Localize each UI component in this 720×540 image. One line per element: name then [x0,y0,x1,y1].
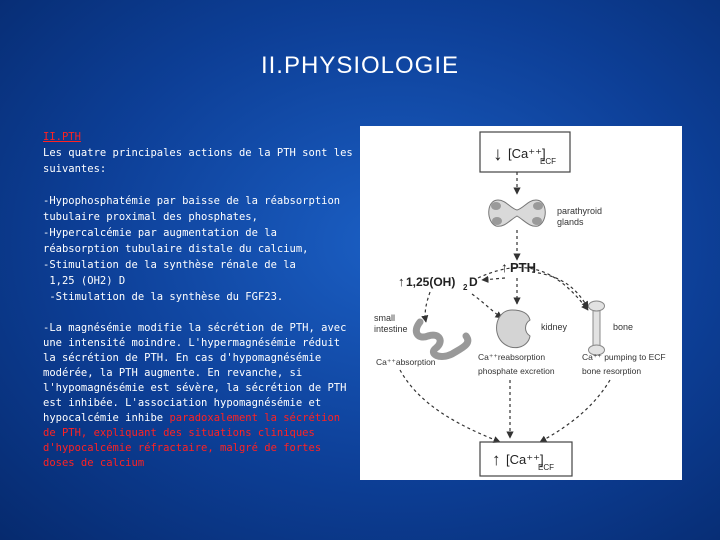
parathyroid-glands-illustration [489,200,546,226]
action-3: -Stimulation de la synthèse rénale de la [43,259,296,271]
top-ca-subscript: ECF [540,157,556,166]
bone-illustration [589,301,605,355]
arrow-vitamin-d-to-kidney [472,294,502,318]
arrow-pth-to-vitamin-d [482,278,505,280]
ca-absorption-label: Ca⁺⁺absorption [376,357,436,367]
arrow-pth-to-bone [532,272,588,308]
section-heading: II.PTH [43,131,81,143]
diagram-svg [360,126,682,480]
vitamin-d-arrow: ↑ [398,274,405,289]
magnesium-paragraph [43,321,355,471]
small-intestine-illustration [416,322,468,356]
parathyroid-label-line1: parathyroid [557,206,603,216]
bottom-ca-label: [Ca⁺⁺] [506,452,544,467]
arrow-bone-to-ca [540,380,610,442]
action-2: -Hypercalcémie par augmentation de la réabsorption tubulaire distale du calcium, [43,227,309,255]
pth-label: PTH [510,260,536,275]
magnesium-text-highlight: paradoxalement la sécrétion de PTH, expliquant des situations cliniques d'hypocalcémie réfractaire, malgré de fortes doses de calcium [43,412,347,469]
ca-pumping-label: Ca⁺⁺ pumping to ECF [582,352,666,362]
top-ca-arrow: ↓ [493,144,503,165]
arrow-vitamin-d-to-intestine [425,292,430,322]
spacer [43,177,355,193]
pth-arrow: ↑ [501,259,508,275]
bone-resorption-label: bone resorption [582,366,642,376]
parathyroid-label-line2: glands [557,217,584,227]
action-4: -Stimulation de la synthèse du FGF23. [43,291,284,303]
action-1: -Hypophosphatémie par baisse de la réabsorption tubulaire proximal des phosphates, [43,195,347,223]
vitamin-d-end: D [469,275,478,289]
action-3-continued: 1,25 (OH2) D [43,275,126,287]
kidney-illustration [497,310,530,348]
small-intestine-label-line2: intestine [374,324,408,334]
ca-reabsorption-label: Ca⁺⁺reabsorption [478,352,546,362]
phosphate-excretion-label: phosphate excretion [478,366,555,376]
bone-label: bone [613,322,634,332]
magnesium-text: -La magnésémie modifie la sécrétion de PTH, avec une intensité moindre. L'hypermagnésémie réduit la sécrétion de PTH. En cas d'hypomagnésémie modérée, la PTH augmente. En revanche, si l'hypomagnésémie est sévère, la sécrétion de PTH est inhibée. L'association hypomagnésémie et hypocalcémie inhibe [43,322,353,424]
top-ca-label: [Ca⁺⁺] [508,146,546,161]
vitamin-d-label: 1,25(OH) [406,275,456,289]
kidney-label: kidney [541,322,568,332]
bottom-ca-subscript: ECF [538,463,554,472]
text-block [43,129,360,471]
intro-text: Les quatre principales actions de la PTH sont les suivantes: [43,147,360,175]
bottom-ca-arrow: ↑ [492,450,501,469]
pth-regulation-diagram [360,126,682,480]
spacer [43,305,355,321]
vitamin-d-subscript: 2 [463,283,468,292]
small-intestine-label-line1: small [374,313,396,323]
arrow-intestine-to-ca [400,370,500,442]
slide-title: II.PHYSIOLOGIE [260,52,460,79]
